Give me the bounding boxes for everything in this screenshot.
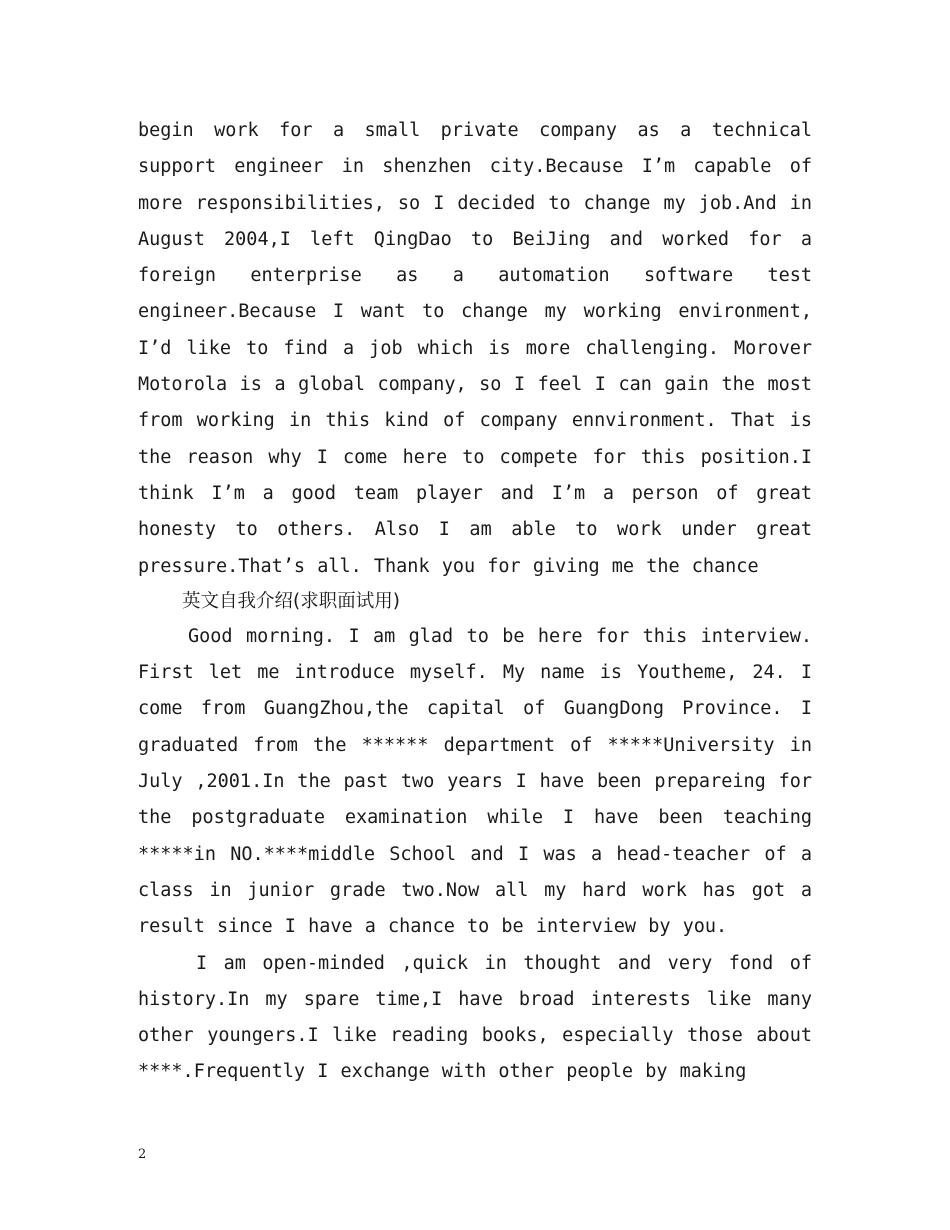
body-paragraph-2: Good morning. I am glad to be here for this interview. First let me introduce myself. My name is Youtheme, 24. I come from GuangZhou,the capital of GuangDong Province. I graduated from the ****** department of *****University in July ,2001.In the past two years I have been prepareing for the postgraduate examination while I have been teaching *****in NO.****middle School and I was a head-teacher of a class in junior grade two.Now all my hard work has got a result since I have a chance to be interview by you. [138,625,812,938]
page-number: 2 [138,1147,147,1162]
body-paragraph-3: I am open-minded ,quick in thought and very fond of history.In my spare time,I have broad interests like many other youngers.I like reading books, especially those about ****.Frequently I exchange with other people by making [138,952,812,1083]
section-heading: 英文自我介绍(求职面试用) [182,590,400,612]
document-body [138,113,812,1091]
body-paragraph-1: begin work for a small private company as a technical support engineer in shenzhen city.Because I’m capable of more responsibilities, so I decided to change my job.And in August 2004,I left QingDao to BeiJing and worked for a foreign enterprise as a automation software test engineer.Because I want to change my working environment, I’d like to find a job which is more challenging. Morover Motorola is a global company, so I feel I can gain the most from working in this kind of company ennvironment. That is the reason why I come here to compete for this position.I think I’m a good team player and I’m a person of great honesty to others. Also I am able to work under great pressure.That’s all. Thank you for giving me the chance [138,120,812,577]
